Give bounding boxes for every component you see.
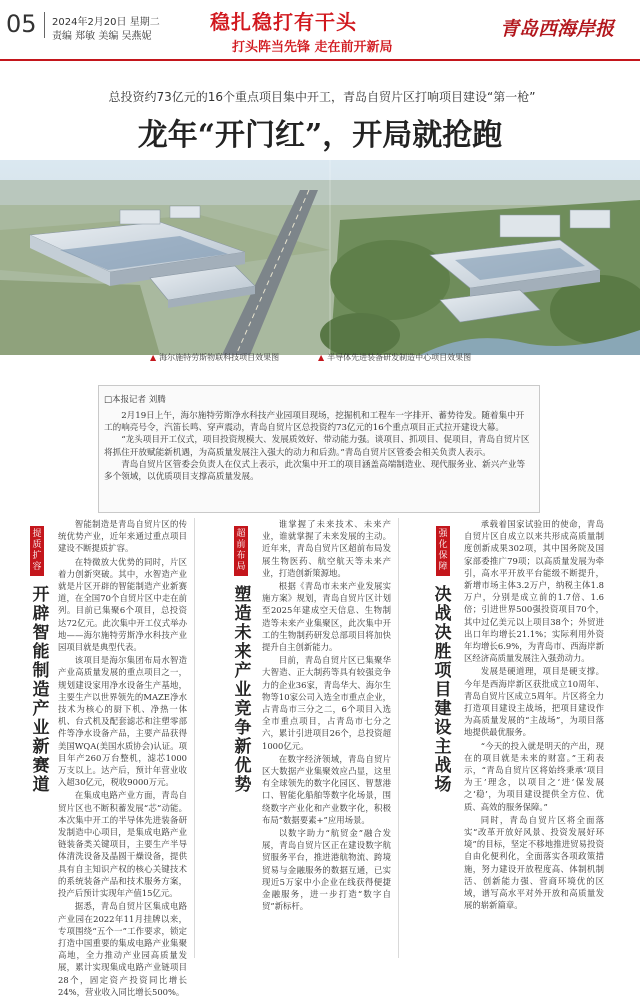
section-tag: 提质扩容 [30, 526, 44, 576]
caption-left-text: 海尔施特劳斯物联科技项目效果图 [159, 353, 280, 362]
caption-left: ▲ 海尔施特劳斯物联科技项目效果图 [150, 353, 280, 362]
section-paragraph: 在数字经济领域，青岛自贸片区大数据产业集聚效应凸显，这里有全球领先的数字化园区、智慧港口、智能化船舶等数字化场景，围绕数字产业化和产业数字化，积极布局“数据要素+”应用场景。 [262, 753, 391, 825]
section-paragraph: “今天的投入就是明天的产出，现在的项目就是未来的财富。”王莉表示，“青岛自贸片区将始终秉承‘项目为王’理念，以项目之‘进’保发展之‘稳’，为项目建设提供全方位、优质、高效的服务保障。” [464, 740, 604, 812]
section-subtitle: 打头阵当先锋 走在前开新局 [232, 40, 393, 55]
section-paragraph: 以数字助力“航贸金”融合发展，青岛自贸片区正在建设数字航贸服务平台，推进港航物流、跨境贸易与金融服务的数据互通，已实现近5万家中小企业在线获得便捷金融服务，进一步打造“数字自贸”新标杆。 [262, 828, 391, 912]
intro-paragraph: “龙头项目开工仪式，项目投资规模大、发展质效好、带动能力强。谈项目、抓项目、促项目，青岛自贸片区将抓住开放赋能新机遇，为高质量发展注入强大的动力和后劲。”青岛自贸片区管委会相关负责人表示。 [104, 435, 530, 458]
section-paragraph: 根据《青岛市未来产业发展实施方案》规划，青岛自贸片区计划至2025年建成空天信息、生物制造等未来产业集聚区，此次集中开工的生物制药研发总部项目将加快提升自主创新能力。 [262, 581, 391, 653]
section-heading: 开辟智能制造产业新赛道 [32, 585, 50, 795]
article-title: 龙年“开门红”，开局就抢跑 [137, 118, 503, 153]
section-title: 稳扎稳打有干头 [210, 10, 357, 34]
aerial-rendering-illustration [0, 160, 640, 355]
editors-line: 责编 郑敏 美编 吴燕妮 [52, 31, 152, 42]
section-tag: 强化保障 [436, 526, 450, 576]
page-number: 05 [6, 10, 37, 38]
section-body [58, 518, 187, 999]
header-rule [0, 59, 640, 61]
caption-right: ▲ 半导体先进装备研发制造中心项目效果图 [318, 353, 472, 362]
intro-paragraph: 青岛自贸片区管委会负责人在仪式上表示，此次集中开工的项目涵盖高端制造业、现代服务业、新兴产业等多个领域，以优质项目支撑高质量发展。 [104, 459, 526, 483]
intro-body [104, 410, 532, 483]
intro-paragraph: 2月19日上午，海尔施特劳斯净水科技产业园项目现场，挖掘机和工程车一字排开、蓄势待发。随着集中开工的响亮号令，汽笛长鸣、穿声震动，青岛自贸片区总投资约73亿元的16个重点项目正式拉开建设大幕。 [104, 411, 525, 434]
section-paragraph: 承载着国家试验田的使命，青岛自贸片区自成立以来共形成高质量制度创新成果302项，其中国务院及国家部委推广79项；以高质量发展为牵引，高水平开放平台能级不断提升，新增市场主体3.2万户，纳税主体1.8万户，分别是成立前的1.7倍、1.6倍；引进世界500强投资项目70个，其中过亿美元以上项目38个；外贸进出口年均增长21.1%；实际利用外资年均增长6.9%，为青岛市、西海岸新区经济高质量发展注入强劲动力。 [464, 519, 604, 664]
section-paragraph: 在集成电路产业方面，青岛自贸片区也不断积蓄发展“芯”动能。本次集中开工的半导体先进装备研发制造中心项目，是集成电路产业链装备类关键项目，主要生产半导体清洗设备及晶圆干燥设备，提供具有自主知识产权的核心关键技术的系统装备产品和技术服务方案，投产后预计实现年产值15亿元。 [58, 790, 187, 899]
section-paragraph: 在特微放大优势的同时，片区着力创新突破。其中，水智造产业就是片区开辟的智能制造产业新赛道，在全国70个自贸片区中走在前列。目前已集聚6个项目，总投资达72亿元。此次集中开工仪式举办地——海尔施特劳斯净水科技产业园项目就是典型代表。 [58, 556, 187, 653]
section-paragraph: 智能制造是青岛自贸片区的传统优势产业，近年来通过重点项目建设不断提质扩容。 [58, 519, 187, 554]
reporter-byline: □本报记者 刘腾 [104, 395, 166, 405]
header-divider [44, 12, 45, 38]
column-divider [398, 518, 399, 958]
section-paragraph: 同时，青岛自贸片区将全面落实“改革开放好风景、投资发展好环境”的目标，坚定不移地推进贸易投资自由化便利化，全面落实各项政策措施，努力建设开放程度高、体制机制活、创新能力强、营商环境优的区域，谱写高水平对外开放和高质量发展的崭新篇章。 [464, 814, 604, 911]
caption-right-text: 半导体先进装备研发制造中心项目效果图 [327, 353, 472, 362]
section-paragraph: 据悉，青岛自贸片区集成电路产业园在2022年11月挂牌以来，专项围绕“五个一”工作要求，锁定打造中国重要的集成电路产业集聚高地，全力推动产业园高质量发展，累计实现集成电路产业链项目28个，固定资产投资同比增长24%，营业收入同比增长500%。 [58, 901, 187, 997]
page-header [0, 0, 640, 60]
project-renderings-photo [0, 160, 640, 355]
section-heading: 塑造未来产业竞争新优势 [234, 585, 252, 795]
section-paragraph: 目前，青岛自贸片区已集聚华大智造、正大制药等具有较强竞争力的企业36家，青岛华大、海尔生物等10家公司入选全市重点企业，占青岛市三分之二，6个项目入选全市重点项目，占青岛市七分之六，累计引进项目26个，总投资超1000亿元。 [262, 655, 391, 751]
section-paragraph: 发展是硬道理，项目是硬支撑。今年是西海岸新区获批成立10周年、青岛自贸片区成立5周年。片区将全力打造项目建设主战场，把项目建设作为高质量发展的“主战场”，为项目落地提供最优服务。 [464, 666, 604, 738]
section-tag: 超前布局 [234, 526, 248, 576]
section-body [262, 518, 391, 914]
section-heading: 决战决胜项目建设主战场 [434, 585, 452, 795]
section-paragraph: 该项目是海尔集团布局水智造产业高质量发展的重点项目之一，规划建设家用净水设备生产基地，主要生产以世界领先的MAZE净水技术为核心的厨下机、净热一体机、台式机及配套滤芯和注塑零部件等净水设备产品，主要产品获得美国WQA(美国水质协会)认证。项目年产260万台整机，滤芯1000万支以上。达产后，预计年营业收入超30亿元，税收9000万元。 [58, 655, 187, 788]
newspaper-brand-logo: 青岛西海岸报 [500, 18, 615, 40]
article-kicker: 总投资约73亿元的16个重点项目集中开工，青岛自贸片区打响项目建设“第一枪” [108, 90, 536, 104]
column-divider [194, 518, 195, 958]
section-paragraph: 谁掌握了未来技术、未来产业，谁就掌握了未来发展的主动。近年来，青岛自贸片区超前布局发展生物医药、航空航天等未来产业，打造创新策源地。 [262, 519, 391, 578]
section-body [464, 518, 604, 913]
issue-date: 2024年2月20日 星期二 [52, 17, 160, 28]
